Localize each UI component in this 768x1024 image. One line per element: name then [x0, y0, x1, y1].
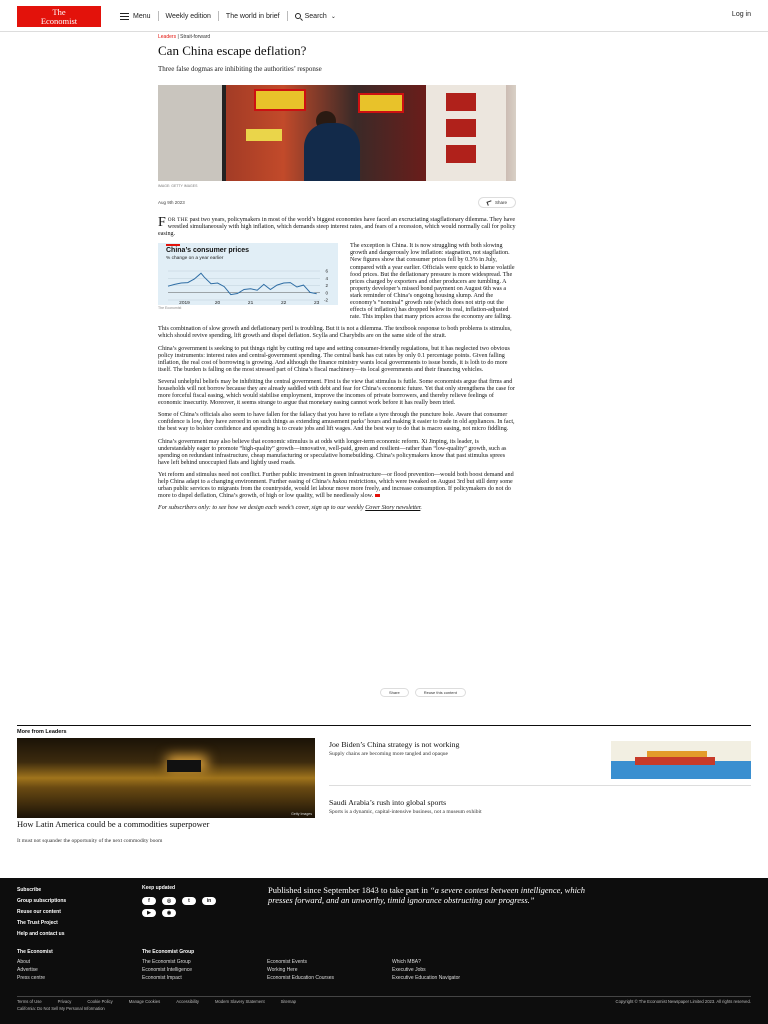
- related-description: Supply chains are becoming more tangled and opaque: [329, 751, 448, 757]
- footer-link[interactable]: Economist Intelligence: [142, 967, 193, 973]
- login-link[interactable]: Log in: [731, 11, 751, 18]
- shop-sign-character: [446, 145, 476, 163]
- group-subscriptions-link[interactable]: Group subscriptions: [17, 898, 67, 904]
- feature-image[interactable]: [17, 738, 315, 818]
- paragraph-text: restrictions, which were tweaked on August 3rd but still deny some urban public services to migrants from the countryside, would let labour move more freely, and increase consumption. If policymakers do not do more to dispel deflation, China’s growth, of high or low quality, will be needlessly slow.: [158, 479, 513, 500]
- shop-sign-pillar: [426, 85, 506, 181]
- shop-sign-character: [446, 119, 476, 137]
- chart-y-tick-label: 6: [325, 268, 328, 274]
- image-credit: Getty Images: [291, 812, 312, 816]
- weekly-edition-link[interactable]: [159, 11, 219, 21]
- article: [158, 33, 516, 517]
- footer-quote: [268, 885, 608, 905]
- ship-hull: [635, 757, 715, 765]
- chart-y-tick-label: 0: [325, 290, 328, 296]
- price-tag: [246, 129, 282, 141]
- reuse-label: Reuse this content: [423, 690, 457, 695]
- menu-button[interactable]: [113, 11, 159, 21]
- terms-link[interactable]: Terms of Use: [17, 999, 42, 1004]
- chart-x-tick-label: 22: [280, 301, 287, 306]
- paragraph: China’s government may also believe that economic stimulus is at odds with longer-term economic reform. Xi Jinping, its leader, is understandably eager to promote “high-quality” growth—innovative, well-paid, green and resilient—rather than “low-quality” growth, such as spending on redundant infrastructure, cheap manufacturing or speculative homebuilding. China’s policymakers know that past stimulus sprees have left behind unoccupied flats and lightly used roads.: [158, 438, 507, 466]
- footer-link[interactable]: The Economist Group: [142, 959, 191, 965]
- paragraph: Some of China’s officials also seem to have fallen for the fallacy that you have to reflate a tyre through the puncture hole. Aware that consumer confidence is low, they have zeroed in on such things as extending amusement parks’ hours and making it easier to trade in old appliances. In fact, the best way to bolster confidence and spending is to create jobs and lift wages. And the best way to do that is macro easing, not micro fiddling.: [158, 412, 515, 433]
- quote-text: Published since September 1843 to take part in: [268, 885, 430, 895]
- related-headline[interactable]: Saudi Arabia’s rush into global sports: [329, 798, 447, 807]
- end-mark: [375, 494, 380, 497]
- search-icon: [295, 13, 301, 19]
- social-links: [142, 897, 222, 917]
- help-link[interactable]: Help and contact us: [17, 931, 65, 937]
- footer-link[interactable]: Executive Jobs: [392, 967, 426, 973]
- sitemap-link[interactable]: Sitemap: [280, 999, 296, 1004]
- more-heading: More from Leaders: [17, 729, 67, 735]
- lead-in: OR THE: [167, 217, 189, 223]
- subsection-label: Strait-forward: [180, 34, 211, 40]
- more-from-leaders: [17, 725, 751, 844]
- paragraph: This combination of slow growth and deflationary peril is troubling. But it is not a dilemma. The textbook response to both problems is stimulus, which should revive spending, lift growth and dispel deflation. Scylla and Charybdis are on the same side of the strait.: [158, 326, 512, 340]
- breadcrumb: [158, 34, 516, 40]
- youtube-icon[interactable]: ▶: [142, 909, 156, 917]
- accessibility-link[interactable]: Accessibility: [176, 999, 200, 1004]
- paragraph: [158, 472, 516, 500]
- section-link[interactable]: Leaders: [158, 34, 177, 40]
- cpi-chart: [158, 243, 342, 313]
- chart-title: China’s consumer prices: [166, 247, 249, 255]
- share-label: Share: [389, 690, 400, 695]
- footer-column-heading: The Economist: [17, 949, 53, 955]
- linkedin-icon[interactable]: in: [202, 897, 216, 905]
- harvester-silhouette: [167, 760, 201, 772]
- footer-link[interactable]: Economist Events: [267, 959, 308, 965]
- drop-cap: F: [158, 215, 166, 230]
- footer-link[interactable]: Executive Education Navigator: [392, 975, 461, 981]
- publish-date: Aug 9th 2023: [158, 200, 185, 205]
- world-in-brief-link[interactable]: [219, 11, 288, 21]
- image-credit: IMAGE: GETTY IMAGES: [158, 184, 198, 188]
- share-button[interactable]: [478, 197, 516, 208]
- footer-column: [392, 948, 517, 982]
- chart-y-tick-label: -2: [323, 297, 328, 303]
- dateline: [158, 197, 516, 208]
- article-title: Can China escape deflation?: [158, 43, 307, 58]
- footer-link[interactable]: Working Here: [267, 967, 298, 973]
- chevron-down-icon: ⌄: [330, 13, 336, 20]
- footer-column-spacer: [392, 948, 517, 956]
- footer-column: [142, 948, 267, 982]
- footer-link[interactable]: Economist Impact: [142, 975, 182, 981]
- breadcrumb-separator: |: [177, 34, 181, 40]
- article-subtitle: Three false dogmas are inhibiting the authorities’ response: [158, 65, 322, 73]
- privacy-link[interactable]: Privacy: [57, 999, 72, 1004]
- search-label: Search: [304, 12, 327, 20]
- hero-wall: [158, 85, 222, 181]
- chart-subtitle: % change on a year earlier: [166, 256, 224, 262]
- menu-label: Menu: [133, 12, 151, 20]
- reuse-content-button[interactable]: [415, 688, 466, 697]
- manage-cookies-link[interactable]: Manage Cookies: [128, 999, 161, 1004]
- hero-door-frame: [222, 85, 226, 181]
- trust-project-link[interactable]: The Trust Project: [17, 920, 58, 926]
- note-text: For subscribers only: to see how we design each week’s cover, sign up to our weekly: [158, 505, 366, 512]
- twitter-icon[interactable]: t: [182, 897, 196, 905]
- chart-y-tick-label: 4: [325, 276, 328, 282]
- main-nav: [113, 11, 343, 21]
- search-button[interactable]: [288, 11, 343, 21]
- paragraph: Several unhelpful beliefs may be inhibiting the central government. First is the view that stimulus is futile. Some economists argue that firms and households will not borrow because they are already saddled with debt and fear for China’s economic future. Yet that only strengthens the case for more forceful fiscal easing, which would stabilise employment, improve the incomes of private borrowers, and thereby relieve feelings of economic insecurity. Moreover, it seems strange to argue that monetary easing cannot work before it has really been tried.: [158, 378, 515, 407]
- price-sign: [254, 89, 306, 111]
- shop-sign-character: [446, 93, 476, 111]
- copyright: Copyright © The Economist Newspaper Limited 2023. All rights reserved.: [615, 999, 751, 1004]
- subscriber-note: [158, 505, 516, 512]
- newsletter-link[interactable]: Cover Story newsletter: [365, 505, 421, 512]
- chart-series-line: [168, 273, 317, 294]
- footer-column: [267, 948, 392, 982]
- cookie-policy-link[interactable]: Cookie Policy: [87, 999, 113, 1004]
- shopkeeper-figure: [304, 123, 360, 181]
- related-article[interactable]: [329, 798, 751, 844]
- chart-x-tick-label: 20: [214, 301, 221, 306]
- paragraph: [158, 217, 516, 238]
- feature-headline[interactable]: How Latin America could be a commodities superpower: [17, 819, 210, 829]
- footer-link[interactable]: About: [17, 959, 31, 965]
- note-text: .: [420, 505, 422, 512]
- paragraph: China’s government is seeking to put things right by cutting red tape and setting consumer-friendly regulations, but it has neglected two obvious policy instruments: interest rates and central-government spending. The central bank has cut rates by only 0.1 percentage points. Given falling inflation, the real cost of borrowing is growing. And although the finance ministry wants local governments to issue bonds, it is loth to do more itself. The burden is falling on the most stressed part of China’s fiscal machinery—its local governments and their financing vehicles.: [158, 345, 510, 373]
- logo-line-2: Economist: [40, 16, 78, 26]
- logo-line-1: The: [52, 7, 66, 17]
- related-description: Sports is a dynamic, capital-intensive business, not a museum exhibit: [329, 809, 482, 815]
- related-headline[interactable]: Joe Biden’s China strategy is not working: [329, 740, 460, 749]
- world-in-brief-label: The world in brief: [225, 12, 280, 20]
- chart-x-tick-label: 21: [247, 301, 254, 306]
- weekly-edition-label: Weekly edition: [165, 12, 211, 20]
- feature-description: It must not squander the opportunity of the next commodity boom: [17, 838, 163, 844]
- footer-column-heading: The Economist Group: [142, 949, 195, 955]
- paragraph-text: Yet reform and stimulus need not conflict. Further public investment in green infrastructure—or flood prevention—would both boost demand and help China adapt to a changing environment. Further easing of China’s: [158, 471, 514, 485]
- quote-italic: “a severe contest between intelligence, which presses forward, and an unworthy, timid ignorance obstructing our progress.”: [268, 885, 585, 905]
- chart-y-tick-label: 2: [325, 283, 328, 289]
- container-ship-image[interactable]: [611, 741, 751, 779]
- california-link[interactable]: California: Do Not Sell My Personal Information: [17, 1006, 105, 1011]
- price-sign: [358, 93, 404, 113]
- article-tools: [380, 688, 466, 697]
- related-list: [329, 738, 751, 844]
- footer-column: [17, 948, 142, 982]
- related-article[interactable]: [329, 740, 751, 786]
- economist-logo[interactable]: [17, 6, 101, 27]
- facebook-icon[interactable]: f: [142, 897, 156, 905]
- top-navigation: [0, 0, 768, 32]
- legal-links: [17, 996, 751, 1004]
- footer-columns: [17, 948, 751, 982]
- reuse-content-link[interactable]: Reuse our content: [17, 909, 61, 915]
- footer-column-spacer: [267, 948, 392, 956]
- chart-plot: [158, 243, 342, 305]
- keep-updated-heading: Keep updated: [142, 885, 176, 891]
- rss-icon[interactable]: ◉: [162, 909, 176, 917]
- footer-link[interactable]: Press centre: [17, 975, 46, 981]
- chart-source: The Economist: [158, 306, 182, 311]
- chart-x-tick-label: 23: [314, 301, 320, 306]
- paragraph-text: past two years, policymakers in most of the world’s biggest economies have faced an excruciating stagflationary dilemma. They have wrestled simultaneously with high inflation, which demands steep interest rates, and fears of a recession, which would normally call for policy easing.: [158, 217, 516, 238]
- paragraph: The exception is China. It is now struggling with both slowing growth and dangerously low inflation: stagnation, not stagflation. New figures show that consumer prices fell by 0.3% in July, compared with a year earlier. Officials were quick to blame volatile food prices. But the deflationary pressure is more widespread. The prices charged by exporters and other producers are tumbling. A property developer’s missed bond payment on August 6th was a stark reminder of China’s ongoing housing slump. And the economy’s “nominal” growth rate (which does not strip out the effects of inflation) has dropped below its real, inflation-adjusted rate. This implies that many prices across the economy are falling.: [350, 243, 515, 321]
- article-body: [158, 217, 516, 512]
- subscribe-link[interactable]: Subscribe: [17, 887, 42, 893]
- footer-link[interactable]: Advertise: [17, 967, 38, 973]
- hero-image: [158, 85, 516, 181]
- chart-x-tick-label: 2019: [179, 301, 190, 306]
- footer-link[interactable]: Economist Education Courses: [267, 975, 334, 981]
- italic-term: hukou: [332, 479, 348, 485]
- share-label: Share: [494, 200, 507, 205]
- share-button-bottom[interactable]: [380, 688, 409, 697]
- footer-link[interactable]: Which MBA?: [392, 959, 421, 965]
- modern-slavery-link[interactable]: Modern Slavery Statement: [215, 999, 265, 1004]
- share-icon: [486, 200, 492, 205]
- hamburger-icon: [120, 13, 129, 20]
- instagram-icon[interactable]: ◎: [162, 897, 176, 905]
- site-footer: [0, 878, 768, 1024]
- footer-links: [17, 885, 66, 940]
